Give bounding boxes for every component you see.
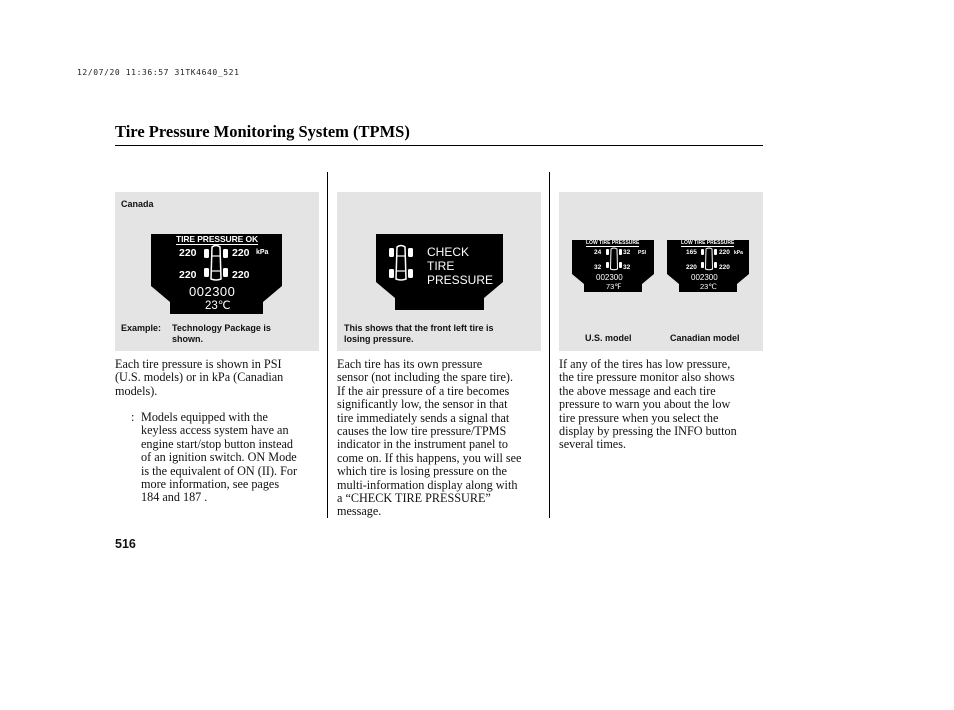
text-line: If any of the tires has low pressure, xyxy=(559,357,731,371)
note-marker: : xyxy=(131,410,135,424)
title-rule xyxy=(115,145,763,146)
car-tires-icon xyxy=(606,247,622,271)
odometer: 002300 xyxy=(189,284,236,299)
car-tires-icon xyxy=(203,244,229,282)
tpms-ok-display xyxy=(151,234,282,314)
text-line: a “CHECK TIRE PRESSURE” xyxy=(337,491,491,506)
text-line: causes the low tire pressure/TPMS xyxy=(337,424,507,439)
text-line: (U.S. models) or in kPa (Canadian xyxy=(115,370,284,385)
odometer: 002300 xyxy=(691,273,718,282)
canada-display-panel xyxy=(115,192,319,351)
column-divider-1 xyxy=(327,172,328,518)
pressure-unit: kPa xyxy=(256,249,269,256)
front-left-pressure: 24 xyxy=(594,249,602,256)
rear-left-pressure: 32 xyxy=(594,264,602,271)
column-2-paragraph xyxy=(337,358,521,519)
us-low-pressure-display xyxy=(572,240,654,292)
caption-line-1: Technology Package is xyxy=(172,323,271,333)
odometer: 002300 xyxy=(596,273,623,282)
rear-right-pressure: 220 xyxy=(719,264,730,271)
text-line: several times. xyxy=(559,437,627,452)
car-tires-icon xyxy=(701,247,717,271)
caption-line-2: losing pressure. xyxy=(344,334,414,344)
text-line: tire immediately sends a signal that xyxy=(337,410,510,425)
text-line: models). xyxy=(115,383,158,398)
text-line: is the equivalent of ON (II). For xyxy=(141,463,298,478)
car-tires-icon xyxy=(389,244,413,282)
lcd-title: LOW TIRE PRESSURE xyxy=(681,240,735,246)
front-right-pressure: 220 xyxy=(232,247,250,259)
text-line: display by pressing the INFO button xyxy=(559,424,737,439)
lcd-title: TIRE PRESSURE OK xyxy=(176,234,258,244)
canadian-low-pressure-display xyxy=(667,240,749,292)
text-line: multi-information display along with xyxy=(337,477,518,492)
check-message-line-1: CHECK xyxy=(427,245,470,259)
front-right-pressure: 32 xyxy=(623,249,631,256)
text-line: Models equipped with the xyxy=(141,410,268,424)
text-line: indicator in the instrument panel to xyxy=(337,437,508,452)
panel-label-canada: Canada xyxy=(121,199,154,209)
outside-temperature: 73℉ xyxy=(606,282,622,291)
page-number: 516 xyxy=(115,537,136,551)
text-line: the tire pressure monitor also shows xyxy=(559,370,735,385)
front-left-pressure: 220 xyxy=(179,247,197,259)
text-line: which tire is losing pressure on the xyxy=(337,464,507,479)
text-line: If the air pressure of a tire becomes xyxy=(337,383,510,398)
pressure-unit: PSI xyxy=(638,250,647,256)
caption-line-2: shown. xyxy=(172,334,203,344)
text-line: significantly low, the sensor in that xyxy=(337,397,508,412)
text-line: keyless access system have an xyxy=(141,423,289,438)
text-line: sensor (not including the spare tire). xyxy=(337,370,513,385)
pressure-unit: kPa xyxy=(734,250,743,256)
text-line: pressure to warn you about the low xyxy=(559,397,731,412)
front-right-pressure: 220 xyxy=(719,249,730,256)
keyless-access-note xyxy=(141,411,297,505)
rear-right-pressure: 32 xyxy=(623,264,631,271)
text-line: Each tire pressure is shown in PSI xyxy=(115,357,282,371)
us-model-label: U.S. model xyxy=(585,333,632,343)
print-stamp: 12/07/20 11:36:57 31TK4640_521 xyxy=(77,68,240,77)
rear-right-pressure: 220 xyxy=(232,269,250,281)
text-line: tire pressure when you select the xyxy=(559,410,719,425)
caption-line-1: This shows that the front left tire is xyxy=(344,323,494,333)
outside-temperature: 23℃ xyxy=(205,300,231,312)
check-tire-display xyxy=(376,234,503,310)
check-tire-panel xyxy=(337,192,541,351)
text-line: Each tire has its own pressure xyxy=(337,357,483,371)
page-title: Tire Pressure Monitoring System (TPMS) xyxy=(115,122,410,141)
text-line: the above message and each tire xyxy=(559,383,716,398)
text-line: of an ignition switch. ON Mode xyxy=(141,450,297,465)
canadian-model-label: Canadian model xyxy=(670,333,740,343)
column-1-paragraph xyxy=(115,358,283,398)
text-line: more information, see pages xyxy=(141,477,280,492)
lcd-title: LOW TIRE PRESSURE xyxy=(586,240,640,246)
column-divider-2 xyxy=(549,172,550,518)
caption-prefix: Example: xyxy=(121,323,162,333)
text-line: message. xyxy=(337,504,382,519)
low-pressure-panel xyxy=(559,192,763,351)
outside-temperature: 23℃ xyxy=(700,282,717,291)
check-message-line-2: TIRE xyxy=(427,259,455,273)
page-reference-link[interactable]: 184 and 187 . xyxy=(141,490,208,505)
column-3-paragraph xyxy=(559,358,737,452)
text-line: engine start/stop button instead xyxy=(141,436,293,451)
rear-left-pressure: 220 xyxy=(179,269,197,281)
check-message-line-3: PRESSURE xyxy=(427,273,494,287)
rear-left-pressure: 220 xyxy=(686,264,697,271)
front-left-pressure: 165 xyxy=(686,249,697,256)
text-line: come on. If this happens, you will see xyxy=(337,450,522,465)
